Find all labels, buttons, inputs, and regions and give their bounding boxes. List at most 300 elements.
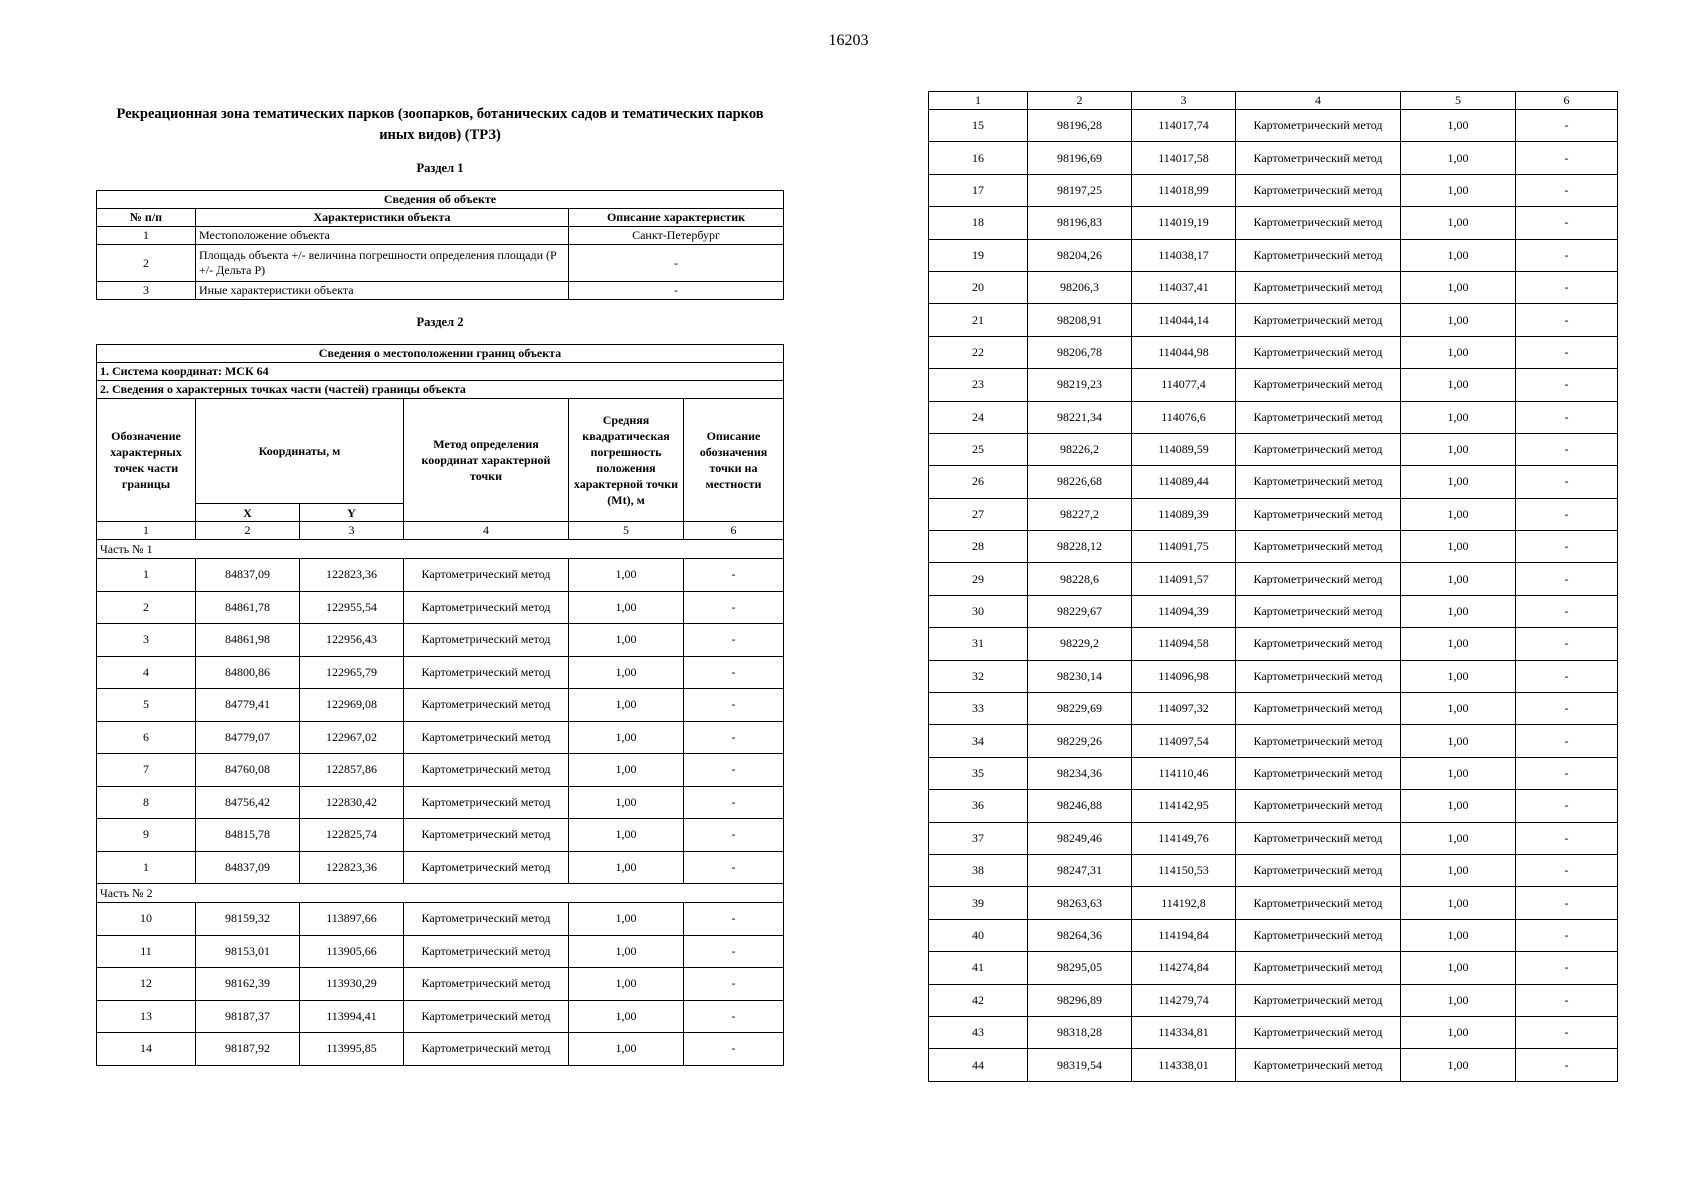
point-number: 22: [929, 336, 1028, 368]
coord-x: 98228,6: [1028, 563, 1132, 595]
table-row: [929, 1016, 1618, 1048]
method: Картометрический метод: [1236, 757, 1401, 789]
method: Картометрический метод: [1236, 952, 1401, 984]
method: Картометрический метод: [1236, 433, 1401, 465]
table-row: [929, 239, 1618, 271]
description: -: [1516, 660, 1618, 692]
description: -: [1516, 628, 1618, 660]
method: Картометрический метод: [1236, 693, 1401, 725]
table-row: [97, 968, 784, 1001]
table-row: [97, 624, 784, 657]
table-row: [97, 786, 784, 819]
table-row: [929, 854, 1618, 886]
coord-y: 114044,14: [1132, 304, 1236, 336]
coord-x: 84756,42: [196, 786, 300, 819]
coord-y: 114274,84: [1132, 952, 1236, 984]
point-number: 7: [97, 754, 196, 787]
coord-y: 122823,36: [300, 559, 404, 592]
error: 1,00: [1401, 369, 1516, 401]
coord-y: 114017,74: [1132, 110, 1236, 142]
coord-y: 114094,39: [1132, 595, 1236, 627]
description: -: [684, 786, 784, 819]
coord-x: 84779,41: [196, 689, 300, 722]
error: 1,00: [569, 903, 684, 936]
table-row: [97, 851, 784, 884]
method: Картометрический метод: [404, 559, 569, 592]
coord-x: 98264,36: [1028, 919, 1132, 951]
description: -: [1516, 207, 1618, 239]
coord-x: 98319,54: [1028, 1049, 1132, 1081]
error: 1,00: [1401, 757, 1516, 789]
error: 1,00: [1401, 433, 1516, 465]
table-row: [929, 660, 1618, 692]
header-description: Описание обозначения точки на местности: [684, 399, 784, 522]
coord-x: 98229,2: [1028, 628, 1132, 660]
info-cell: Площадь объекта +/- величина погрешности определения площади (Р +/- Дельта Р): [196, 245, 569, 282]
description: -: [684, 851, 784, 884]
coord-x: 84861,78: [196, 591, 300, 624]
coord-x: 98246,88: [1028, 790, 1132, 822]
table-row: [929, 693, 1618, 725]
coord-x: 98234,36: [1028, 757, 1132, 789]
point-number: 4: [97, 656, 196, 689]
point-number: 18: [929, 207, 1028, 239]
error: 1,00: [569, 721, 684, 754]
column-number: 1: [97, 522, 196, 540]
info-header-description: Описание характеристик: [569, 209, 784, 227]
table-row: [929, 142, 1618, 174]
coord-y: 113994,41: [300, 1000, 404, 1033]
right-page: [928, 91, 1618, 1082]
coord-x: 98221,34: [1028, 401, 1132, 433]
coord-y: 113930,29: [300, 968, 404, 1001]
coord-y: 114038,17: [1132, 239, 1236, 271]
description: -: [684, 903, 784, 936]
table-row: [97, 591, 784, 624]
table-row: [929, 725, 1618, 757]
coord-x: 98226,2: [1028, 433, 1132, 465]
point-number: 16: [929, 142, 1028, 174]
description: -: [1516, 887, 1618, 919]
table-row: [97, 935, 784, 968]
points-title: 2. Сведения о характерных точках части (частей) границы объекта: [97, 381, 784, 399]
method: Картометрический метод: [404, 786, 569, 819]
point-number: 8: [97, 786, 196, 819]
error: 1,00: [569, 819, 684, 852]
point-number: 39: [929, 887, 1028, 919]
coord-y: 114077,4: [1132, 369, 1236, 401]
point-number: 9: [97, 819, 196, 852]
table-row: [929, 628, 1618, 660]
table-row: [929, 595, 1618, 627]
error: 1,00: [1401, 919, 1516, 951]
error: 1,00: [1401, 952, 1516, 984]
coord-x: 98263,63: [1028, 887, 1132, 919]
error: 1,00: [569, 656, 684, 689]
description: -: [1516, 693, 1618, 725]
method: Картометрический метод: [1236, 304, 1401, 336]
point-number: 11: [97, 935, 196, 968]
error: 1,00: [1401, 401, 1516, 433]
coord-x: 98162,39: [196, 968, 300, 1001]
method: Картометрический метод: [404, 689, 569, 722]
error: 1,00: [1401, 304, 1516, 336]
description: -: [1516, 1049, 1618, 1081]
error: 1,00: [1401, 854, 1516, 886]
method: Картометрический метод: [404, 851, 569, 884]
error: 1,00: [1401, 207, 1516, 239]
description: -: [1516, 271, 1618, 303]
coord-y: 114097,54: [1132, 725, 1236, 757]
info-row: [97, 282, 784, 300]
error: 1,00: [569, 591, 684, 624]
method: Картометрический метод: [404, 935, 569, 968]
column-number: 4: [1236, 92, 1401, 110]
boundary-points-continuation-table: [928, 91, 1618, 1082]
table-row: [929, 369, 1618, 401]
method: Картометрический метод: [1236, 336, 1401, 368]
coord-x: 98153,01: [196, 935, 300, 968]
error: 1,00: [1401, 563, 1516, 595]
part-1-label: Часть № 1: [97, 540, 784, 559]
point-number: 14: [97, 1033, 196, 1066]
method: Картометрический метод: [1236, 531, 1401, 563]
coord-x: 84861,98: [196, 624, 300, 657]
coord-y: 114044,98: [1132, 336, 1236, 368]
point-number: 34: [929, 725, 1028, 757]
table-row: [929, 498, 1618, 530]
description: -: [1516, 336, 1618, 368]
info-cell: Иные характеристики объекта: [196, 282, 569, 300]
table-row: [929, 433, 1618, 465]
method: Картометрический метод: [1236, 725, 1401, 757]
error: 1,00: [569, 689, 684, 722]
header-y: Y: [300, 504, 404, 522]
method: Картометрический метод: [404, 624, 569, 657]
description: -: [1516, 142, 1618, 174]
coord-x: 98229,69: [1028, 693, 1132, 725]
table-row: [929, 984, 1618, 1016]
info-header-number: № п/п: [97, 209, 196, 227]
coord-x: 98187,92: [196, 1033, 300, 1066]
coord-y: 122857,86: [300, 754, 404, 787]
point-number: 25: [929, 433, 1028, 465]
method: Картометрический метод: [1236, 401, 1401, 433]
point-number: 31: [929, 628, 1028, 660]
coord-x: 84800,86: [196, 656, 300, 689]
info-cell: 3: [97, 282, 196, 300]
coord-y: 122956,43: [300, 624, 404, 657]
table-row: [929, 790, 1618, 822]
table-row: [929, 531, 1618, 563]
part-2-label: Часть № 2: [97, 884, 784, 903]
method: Картометрический метод: [1236, 854, 1401, 886]
description: -: [684, 1000, 784, 1033]
error: 1,00: [1401, 174, 1516, 206]
coord-x: 84837,09: [196, 851, 300, 884]
section-2-label: Раздел 2: [416, 315, 464, 329]
point-number: 6: [97, 721, 196, 754]
method: Картометрический метод: [1236, 595, 1401, 627]
coord-y: 113995,85: [300, 1033, 404, 1066]
description: -: [1516, 401, 1618, 433]
column-number: 3: [300, 522, 404, 540]
point-number: 38: [929, 854, 1028, 886]
coord-y: 114017,58: [1132, 142, 1236, 174]
description: -: [684, 968, 784, 1001]
info-cell: 1: [97, 227, 196, 245]
method: Картометрический метод: [404, 591, 569, 624]
error: 1,00: [569, 1000, 684, 1033]
coord-y: 114076,6: [1132, 401, 1236, 433]
description: -: [684, 935, 784, 968]
point-number: 30: [929, 595, 1028, 627]
coord-x: 98226,68: [1028, 466, 1132, 498]
coord-x: 98249,46: [1028, 822, 1132, 854]
info-cell: Местоположение объекта: [196, 227, 569, 245]
column-numbers-row: [929, 92, 1618, 110]
coord-y: 114110,46: [1132, 757, 1236, 789]
point-number: 13: [97, 1000, 196, 1033]
error: 1,00: [1401, 110, 1516, 142]
error: 1,00: [1401, 887, 1516, 919]
table-row: [97, 903, 784, 936]
coord-x: 98296,89: [1028, 984, 1132, 1016]
error: 1,00: [1401, 725, 1516, 757]
point-number: 44: [929, 1049, 1028, 1081]
description: -: [684, 721, 784, 754]
coord-y: 114097,32: [1132, 693, 1236, 725]
description: -: [684, 591, 784, 624]
method: Картометрический метод: [404, 968, 569, 1001]
header-method: Метод определения координат характерной точки: [404, 399, 569, 522]
point-number: 36: [929, 790, 1028, 822]
coord-x: 98230,14: [1028, 660, 1132, 692]
description: -: [1516, 790, 1618, 822]
coord-x: 98196,28: [1028, 110, 1132, 142]
table-row: [929, 563, 1618, 595]
section-1-label: Раздел 1: [416, 161, 464, 175]
error: 1,00: [1401, 984, 1516, 1016]
coord-x: 98229,67: [1028, 595, 1132, 627]
description: -: [1516, 595, 1618, 627]
coord-x: 98208,91: [1028, 304, 1132, 336]
coord-y: 114096,98: [1132, 660, 1236, 692]
coord-y: 122969,08: [300, 689, 404, 722]
coord-x: 98247,31: [1028, 854, 1132, 886]
table-row: [97, 754, 784, 787]
point-number: 24: [929, 401, 1028, 433]
point-number: 29: [929, 563, 1028, 595]
point-number: 12: [97, 968, 196, 1001]
coord-y: 122823,36: [300, 851, 404, 884]
error: 1,00: [1401, 822, 1516, 854]
method: Картометрический метод: [1236, 822, 1401, 854]
column-number: 3: [1132, 92, 1236, 110]
coord-y: 114094,58: [1132, 628, 1236, 660]
coord-y: 114338,01: [1132, 1049, 1236, 1081]
column-number: 6: [1516, 92, 1618, 110]
method: Картометрический метод: [404, 1033, 569, 1066]
description: -: [684, 754, 784, 787]
boundary-points-table: [96, 344, 784, 1066]
table-row: [929, 466, 1618, 498]
method: Картометрический метод: [1236, 887, 1401, 919]
table-row: [929, 757, 1618, 789]
method: Картометрический метод: [1236, 790, 1401, 822]
error: 1,00: [1401, 271, 1516, 303]
point-number: 3: [97, 624, 196, 657]
description: -: [1516, 1016, 1618, 1048]
method: Картометрический метод: [404, 903, 569, 936]
point-number: 1: [97, 559, 196, 592]
info-cell: Санкт-Петербург: [569, 227, 784, 245]
error: 1,00: [1401, 693, 1516, 725]
object-info-title: Сведения об объекте: [97, 191, 784, 209]
error: 1,00: [1401, 498, 1516, 530]
info-cell: 2: [97, 245, 196, 282]
point-number: 5: [97, 689, 196, 722]
point-number: 37: [929, 822, 1028, 854]
method: Картометрический метод: [404, 819, 569, 852]
description: -: [1516, 466, 1618, 498]
point-number: 21: [929, 304, 1028, 336]
description: -: [1516, 110, 1618, 142]
info-row: [97, 245, 784, 282]
coord-y: 122955,54: [300, 591, 404, 624]
description: -: [1516, 531, 1618, 563]
method: Картометрический метод: [1236, 466, 1401, 498]
coord-x: 98229,26: [1028, 725, 1132, 757]
coord-y: 122830,42: [300, 786, 404, 819]
object-info-table: [96, 190, 784, 300]
coord-x: 98227,2: [1028, 498, 1132, 530]
point-number: 28: [929, 531, 1028, 563]
description: -: [684, 656, 784, 689]
coord-y: 113905,66: [300, 935, 404, 968]
coord-y: 122967,02: [300, 721, 404, 754]
info-cell: -: [569, 245, 784, 282]
error: 1,00: [569, 851, 684, 884]
coord-x: 98228,12: [1028, 531, 1132, 563]
description: -: [1516, 919, 1618, 951]
description: -: [1516, 174, 1618, 206]
description: -: [1516, 984, 1618, 1016]
info-cell: -: [569, 282, 784, 300]
point-number: 40: [929, 919, 1028, 951]
error: 1,00: [569, 786, 684, 819]
description: -: [1516, 239, 1618, 271]
error: 1,00: [1401, 336, 1516, 368]
column-numbers-row: [97, 522, 784, 540]
coord-x: 98295,05: [1028, 952, 1132, 984]
page-number: 16203: [828, 32, 869, 49]
description: -: [1516, 369, 1618, 401]
table-row: [929, 271, 1618, 303]
coord-x: 84837,09: [196, 559, 300, 592]
table-row: [97, 656, 784, 689]
error: 1,00: [1401, 1016, 1516, 1048]
header-error: Средняя квадратическая погрешность положения характерной точки (Mt), м: [569, 399, 684, 522]
table-row: [929, 887, 1618, 919]
description: -: [1516, 757, 1618, 789]
coord-x: 84815,78: [196, 819, 300, 852]
coord-x: 98159,32: [196, 903, 300, 936]
description: -: [1516, 563, 1618, 595]
description: -: [1516, 725, 1618, 757]
error: 1,00: [1401, 1049, 1516, 1081]
point-number: 15: [929, 110, 1028, 142]
coord-x: 98196,69: [1028, 142, 1132, 174]
coord-y: 114037,41: [1132, 271, 1236, 303]
description: -: [1516, 854, 1618, 886]
coord-x: 98197,25: [1028, 174, 1132, 206]
description: -: [684, 1033, 784, 1066]
description: -: [684, 689, 784, 722]
method: Картометрический метод: [1236, 563, 1401, 595]
coord-y: 114334,81: [1132, 1016, 1236, 1048]
table-row: [97, 1000, 784, 1033]
description: -: [1516, 433, 1618, 465]
coord-x: 98206,78: [1028, 336, 1132, 368]
table-row: [929, 304, 1618, 336]
method: Картометрический метод: [1236, 110, 1401, 142]
info-header-characteristics: Характеристики объекта: [196, 209, 569, 227]
header-x: X: [196, 504, 300, 522]
header-point: Обозначение характерных точек части границы: [97, 399, 196, 522]
method: Картометрический метод: [404, 656, 569, 689]
coord-y: 114194,84: [1132, 919, 1236, 951]
coord-y: 114089,39: [1132, 498, 1236, 530]
coord-x: 98204,26: [1028, 239, 1132, 271]
column-number: 5: [1401, 92, 1516, 110]
error: 1,00: [1401, 628, 1516, 660]
method: Картометрический метод: [1236, 142, 1401, 174]
table-row: [929, 174, 1618, 206]
method: Картометрический метод: [1236, 660, 1401, 692]
method: Картометрический метод: [404, 1000, 569, 1033]
column-number: 1: [929, 92, 1028, 110]
description: -: [1516, 952, 1618, 984]
boundary-table-title: Сведения о местоположении границ объекта: [97, 345, 784, 363]
coord-x: 84779,07: [196, 721, 300, 754]
point-number: 33: [929, 693, 1028, 725]
point-number: 2: [97, 591, 196, 624]
left-page: [96, 104, 784, 1066]
coord-y: 122825,74: [300, 819, 404, 852]
point-number: 26: [929, 466, 1028, 498]
coord-y: 113897,66: [300, 903, 404, 936]
coord-x: 98206,3: [1028, 271, 1132, 303]
point-number: 20: [929, 271, 1028, 303]
point-number: 17: [929, 174, 1028, 206]
error: 1,00: [569, 559, 684, 592]
coord-y: 114150,53: [1132, 854, 1236, 886]
method: Картометрический метод: [1236, 1049, 1401, 1081]
description: -: [1516, 498, 1618, 530]
method: Картометрический метод: [1236, 239, 1401, 271]
method: Картометрический метод: [1236, 1016, 1401, 1048]
coord-x: 98318,28: [1028, 1016, 1132, 1048]
table-row: [97, 721, 784, 754]
method: Картометрический метод: [404, 754, 569, 787]
point-number: 10: [97, 903, 196, 936]
coord-y: 114142,95: [1132, 790, 1236, 822]
table-row: [97, 559, 784, 592]
coord-y: 114089,44: [1132, 466, 1236, 498]
point-number: 35: [929, 757, 1028, 789]
coord-y: 122965,79: [300, 656, 404, 689]
